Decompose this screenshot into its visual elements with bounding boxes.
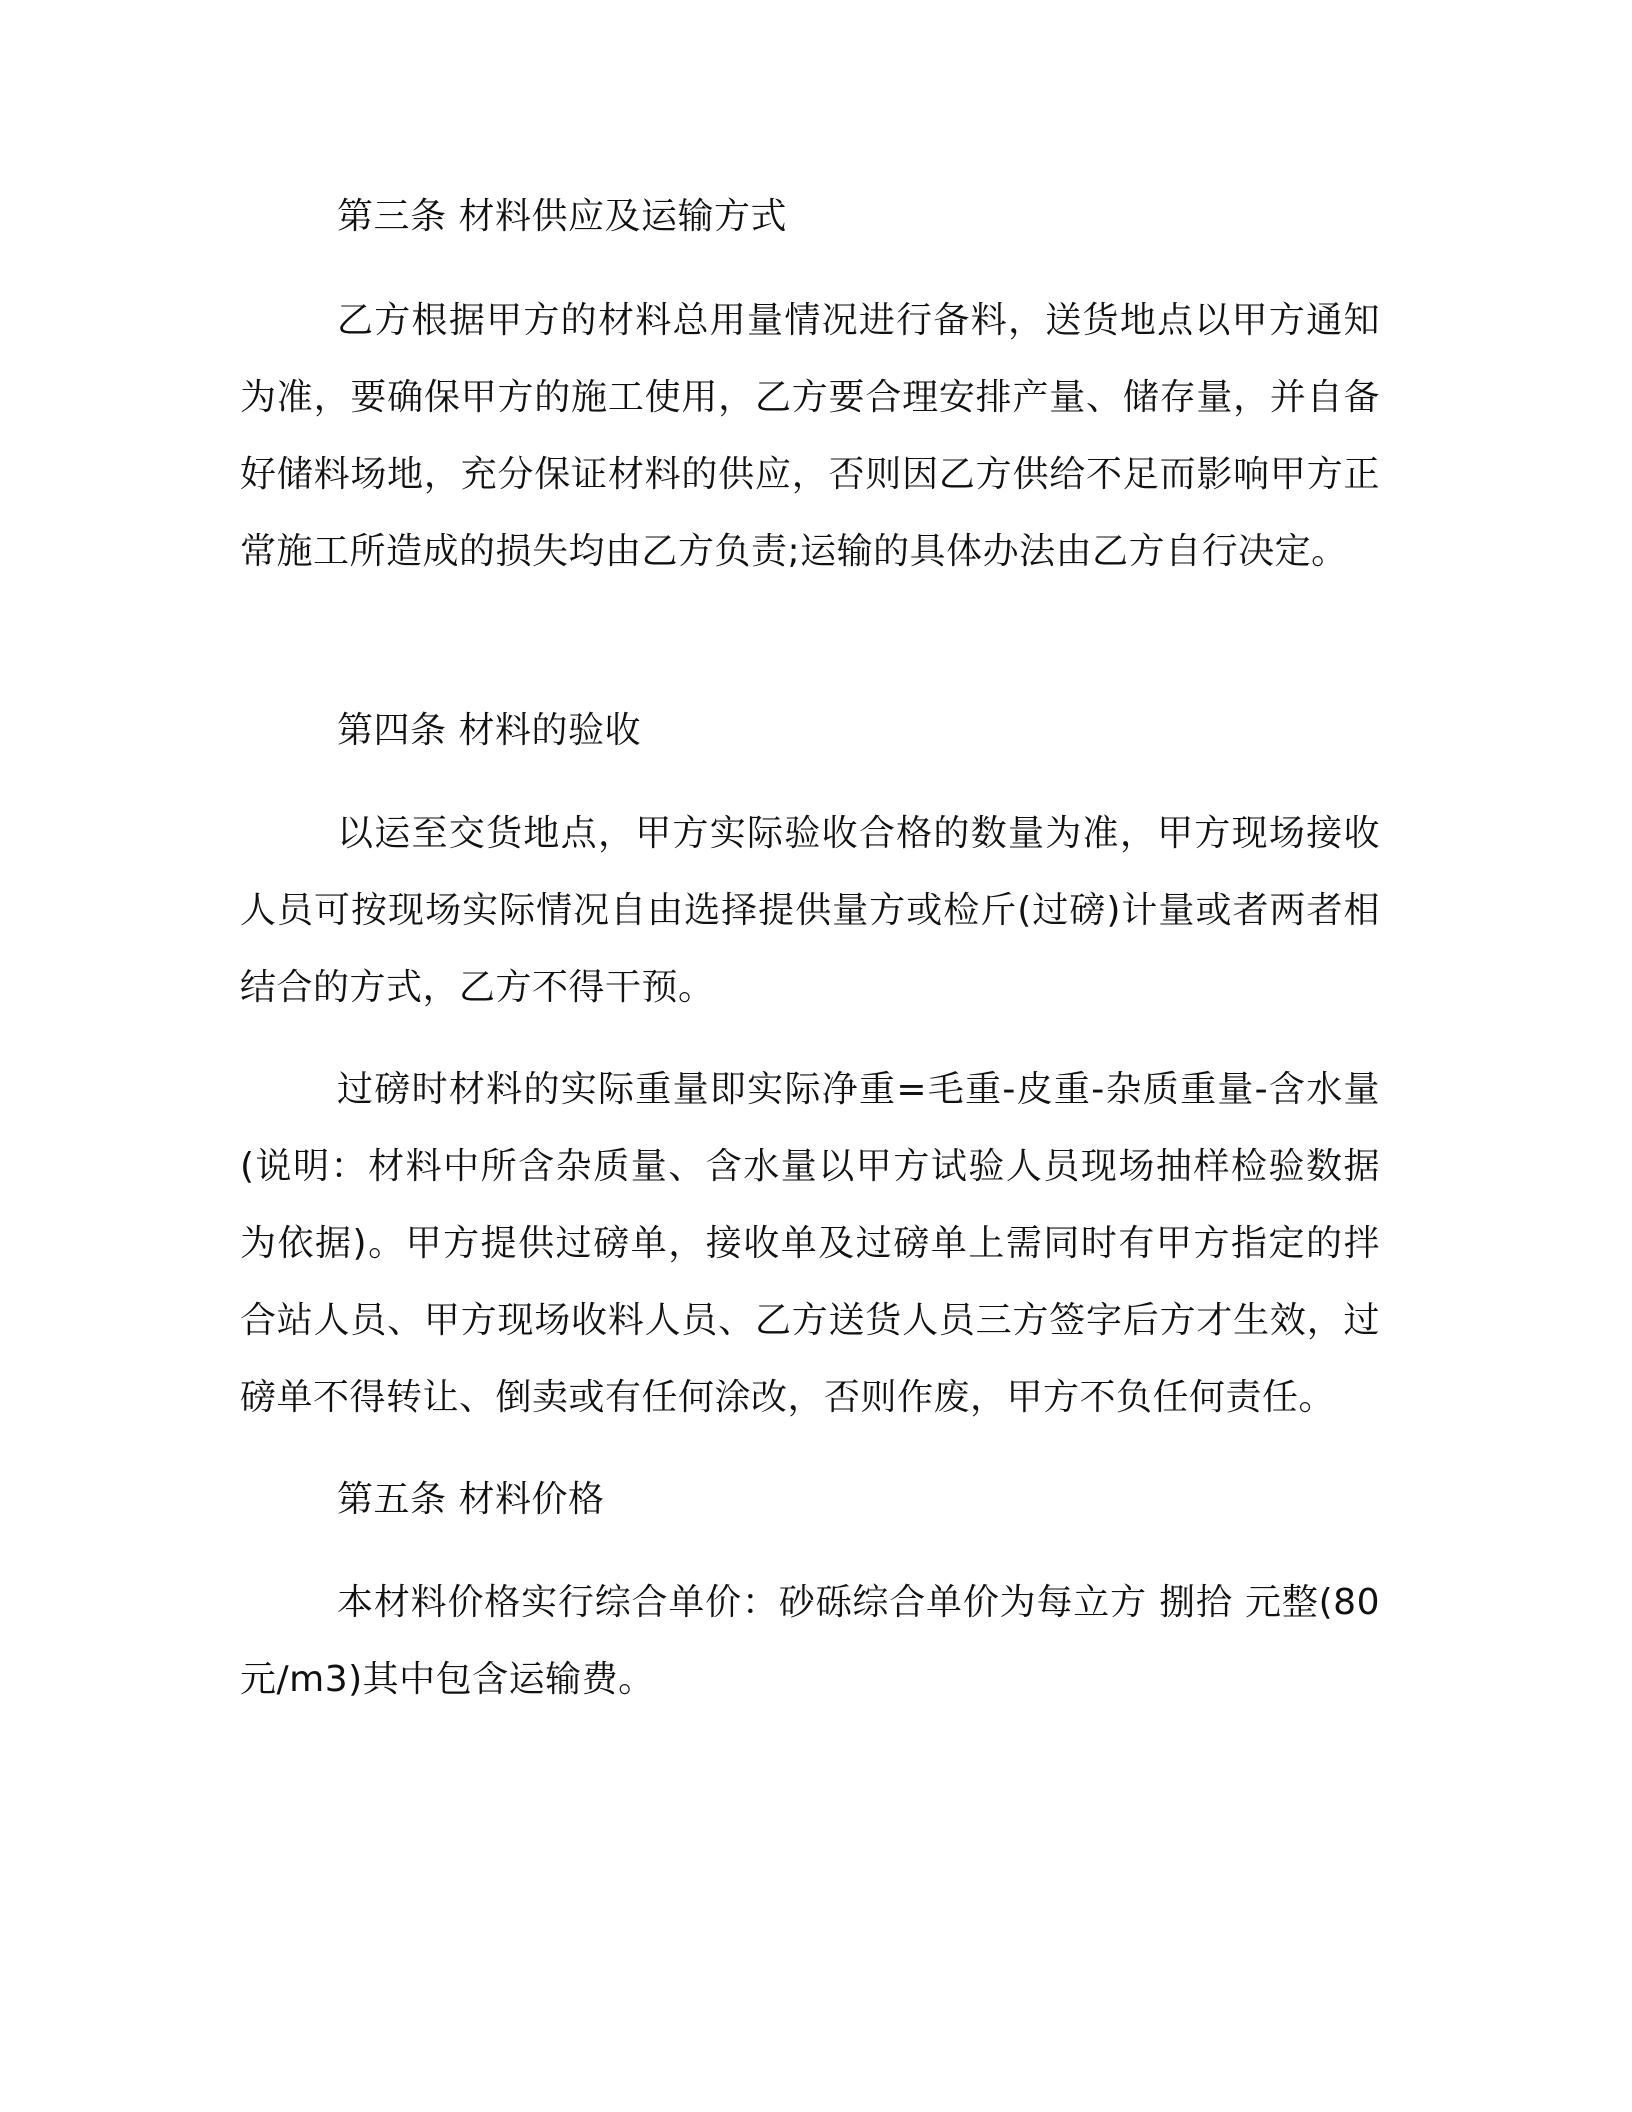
paragraph-article-5-price: 本材料价格实行综合单价：砂砾综合单价为每立方 捌拾 元整(80元/m3)其中包含运输费。 xyxy=(240,1582,1380,1700)
paragraph-article-4-acceptance: 以运至交货地点，甲方实际验收合格的数量为准，甲方现场接收人员可按现场实际情况自由选择提供量方或检斤(过磅)计量或者两者相结合的方式，乙方不得干预。 xyxy=(240,813,1380,1008)
paragraph-article-3-supply: 乙方根据甲方的材料总用量情况进行备料，送货地点以甲方通知为准，要确保甲方的施工使用，乙方要合理安排产量、储存量，并自备好储料场地，充分保证材料的供应，否则因乙方供给不足而影响甲方正常施工所造成的损失均由乙方负责;运输的具体办法由乙方自行决定。 xyxy=(240,300,1380,572)
paragraph-article-4-weighing: 过磅时材料的实际重量即实际净重=毛重-皮重-杂质重量-含水量(说明：材料中所含杂质量、含水量以甲方试验人员现场抽样检验数据为依据)。甲方提供过磅单，接收单及过磅单上需同时有甲方指定的拌合站人员、甲方现场收料人员、乙方送货人员三方签字后方才生效，过磅单不得转让、倒卖或有任何涂改，否则作废，甲方不负任何责任。 xyxy=(240,1069,1380,1418)
section-heading-article-4: 第四条 材料的验收 xyxy=(337,710,641,751)
section-heading-article-5: 第五条 材料价格 xyxy=(337,1479,605,1520)
section-heading-article-3: 第三条 材料供应及运输方式 xyxy=(337,196,787,237)
